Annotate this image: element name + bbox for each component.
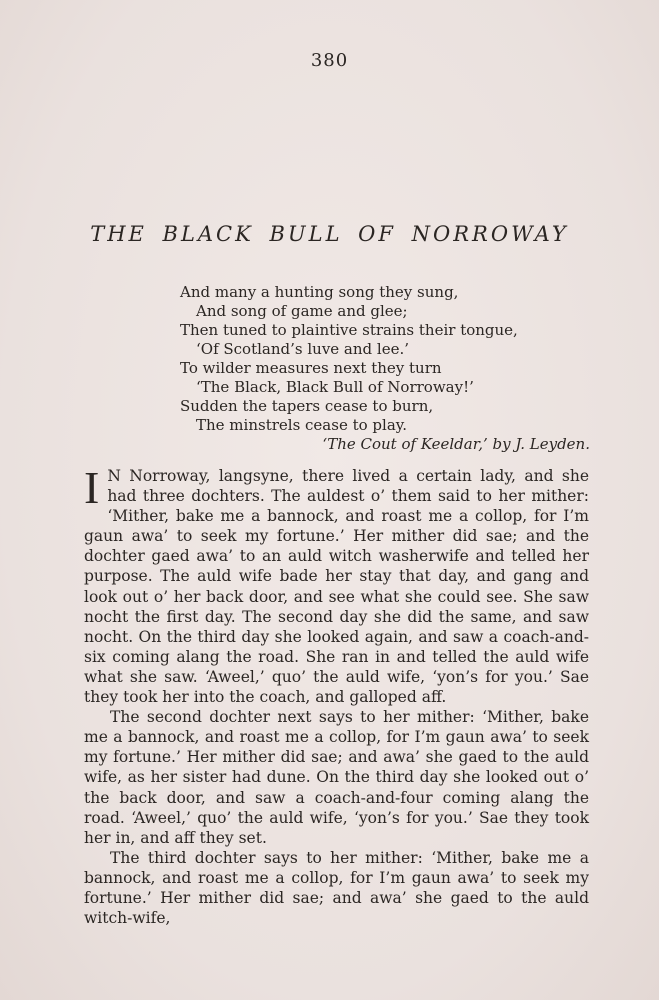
verse-line: To wilder measures next they turn — [180, 359, 442, 377]
paragraph-text: N Norroway, langsyne, there lived a certain lady, and she had three dochters. The auldest o’ them said to her mither: ‘Mither, bake me a bannock, and roast me a collop, for I’m gaun awa’ to seek my fortune.’ Her mither did sae; and the dochter gaed awa’ to an auld witch washerwife and telled her purpose. The auld wife bade her stay that day, and gang and look out o’ her back door, and see what she could see. She saw nocht the first day. The second day she did the same, and saw nocht. On the third day she looked again, and saw a coach-and-six coming alang the road. She ran in and telled the auld wife what she saw. ‘Aweel,’ quo’ the auld wife, ‘yon’s for you.’ Sae they took her into the coach, and galloped aff. — [84, 467, 589, 707]
drop-cap: I — [84, 462, 100, 513]
verse-line: Sudden the tapers cease to burn, — [180, 397, 434, 415]
epigraph-attribution: ‘The Cout of Keeldar,’ by J. Leyden. — [322, 435, 590, 453]
verse-line: ‘Of Scotland’s luve and lee.’ — [196, 340, 409, 358]
verse-line: Then tuned to plaintive strains their tongue, — [180, 321, 518, 339]
paragraph-3: The third dochter says to her mither: ‘Mither, bake me a bannock, and roast me a collop, for I’m gaun awa’ to seek my fortune.’ Her mither did sae; and awa’ she gaed to the auld witch-wife, — [84, 848, 589, 928]
paragraph-2: The second dochter next says to her mither: ‘Mither, bake me a bannock, and roast me a collop, for I’m gaun awa’ to seek my fortune.’ Her mither did sae; and awa’ she gaed to the auld wife, as her sister had dune. On the third day she looked out o’ the back door, and saw a coach-and-four coming alang the road. ‘Aweel,’ quo’ the auld wife, ‘yon’s for you.’ Sae they took her in, and aff they set. — [84, 708, 589, 847]
verse-line: And many a hunting song they sung, — [180, 283, 459, 301]
verse-line: And song of game and glee; — [196, 302, 408, 320]
story-body — [84, 462, 589, 928]
story-title: THE BLACK BULL OF NORROWAY — [90, 222, 569, 246]
epigraph-verse — [180, 283, 600, 454]
verse-line: ‘The Black, Black Bull of Norroway!’ — [196, 378, 474, 396]
page-number: 380 — [310, 50, 349, 71]
paragraph-1 — [84, 462, 589, 707]
verse-line: The minstrels cease to play. — [196, 416, 408, 434]
